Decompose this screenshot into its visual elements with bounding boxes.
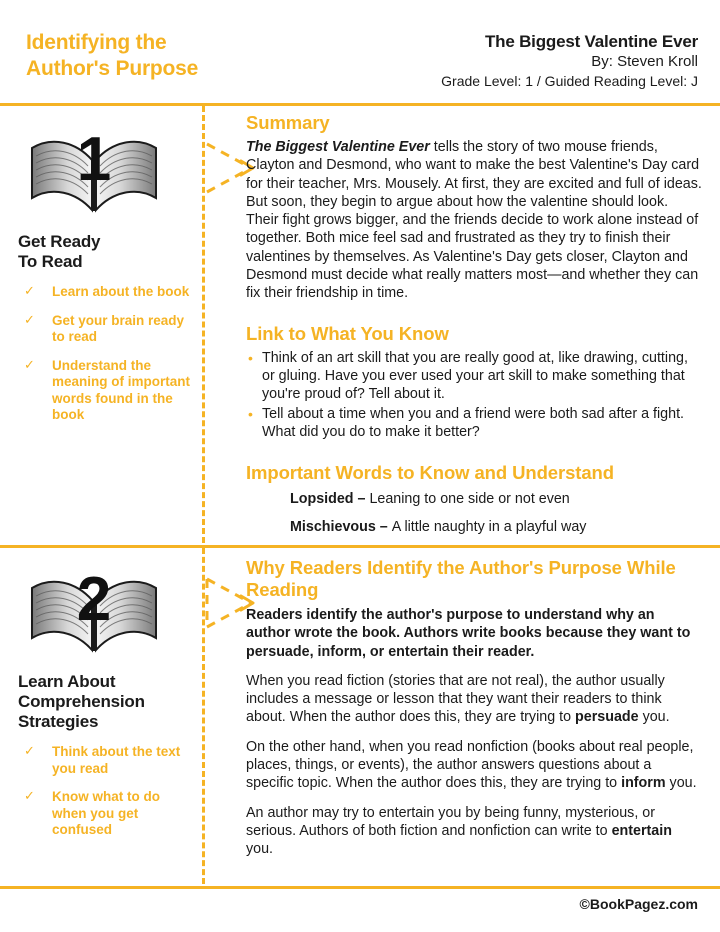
section2-heading-line3: Strategies (18, 712, 99, 731)
check-icon: ✓ (24, 311, 35, 327)
strategy-paragraph-inform (246, 738, 702, 793)
paragraph-text-b: you. (638, 709, 670, 726)
section2-vertical-dashed-divider (202, 548, 205, 884)
strategy-lead-paragraph: Readers identify the author's purpose to understand why an author wrote the book. Authors write books because they want to persuade, inform, or entertain their reader. (246, 607, 691, 660)
section1-content (246, 112, 702, 547)
link-title: Link to What You Know (246, 322, 449, 344)
section2-sidebar (0, 552, 200, 855)
summary-paragraph (246, 138, 702, 303)
checklist-item-label: Understand the meaning of important words found in the book (52, 357, 190, 422)
strategy-title: Why Readers Identify the Author's Purpose While Reading (246, 557, 676, 600)
book-info-block (258, 31, 698, 91)
section1-sidebar (0, 112, 200, 440)
open-book-icon (24, 558, 164, 662)
checklist-item-label: Think about the text you read (52, 744, 181, 776)
check-icon: ✓ (24, 788, 35, 803)
page-header (0, 0, 720, 104)
section2-heading (18, 672, 192, 732)
checklist-item-label: Know what to do when you get confused (52, 789, 160, 837)
book-author: By: Steven Kroll (591, 53, 698, 70)
checklist-item-label: Get your brain ready to read (52, 312, 185, 344)
section1-checklist (18, 284, 192, 424)
vocabulary-list (246, 490, 702, 537)
vocab-dash: – (375, 519, 392, 536)
section2-heading-line2: Comprehension (18, 692, 145, 711)
header-divider-rule (0, 103, 720, 106)
list-item (246, 405, 702, 442)
section2-checklist (18, 744, 192, 839)
link-bullet-text: Tell about a time when you and a friend were both sad after a fight. What did you do to make it better? (262, 405, 685, 440)
copyright-text: ©BookPagez.com (579, 896, 698, 912)
keyword-persuade: persuade (575, 709, 639, 726)
vocab-word: Mischievous (290, 519, 376, 536)
checklist-item (18, 789, 192, 839)
summary-body: tells the story of two mouse friends, Clayton and Desmond, who want to make the best Valentine's Day card for their teacher, Mrs. Mousely. At first, they are excited and full of ideas. But soon, they begin to argue about how the valentine should look. Their fight grows bigger, and the friends decide to work alone instead of together. Both mice feel sad and frustrated as they try to finish their valentines by themselves. As Valentine's Day gets closer, Clayton and Desmond must decide what really matters most—and whether they can fix their friendship in time. (246, 139, 702, 302)
section2-content (246, 557, 702, 859)
vocab-definition: A little naughty in a playful way (391, 519, 587, 536)
keyword-inform: inform (621, 775, 666, 792)
section1-heading-line2: To Read (18, 252, 83, 271)
link-bullet-list (246, 349, 702, 441)
check-icon: ✓ (24, 356, 35, 372)
checklist-item (18, 313, 192, 346)
page-footer (0, 896, 720, 914)
bullet-icon: • (248, 405, 253, 422)
book-title: The Biggest Valentine Ever (484, 32, 698, 51)
worksheet-title-line2: Author's Purpose (26, 57, 199, 80)
section1-heading-line1: Get Ready (18, 232, 101, 251)
section1-vertical-dashed-divider (202, 106, 205, 543)
section2-heading-line1: Learn About (18, 672, 116, 691)
vocab-dash: – (353, 491, 370, 508)
list-item (290, 518, 702, 536)
step-number-1: 1 (76, 125, 112, 194)
checklist-item (18, 744, 192, 777)
footer-divider-rule (0, 886, 720, 889)
checklist-item-label: Learn about the book (52, 284, 190, 299)
checklist-item (18, 358, 192, 424)
strategy-paragraph-entertain (246, 804, 702, 859)
checklist-item (18, 284, 192, 301)
worksheet-title-line1: Identifying the (26, 31, 167, 54)
link-bullet-text: Think of an art skill that you are really good at, like drawing, cutting, or gluing. Have you ever used your art skill to make something that you're proud of? Tell about it. (262, 349, 688, 403)
paragraph-text-a: When you read fiction (stories that are not real), the author usually includes a message or lesson that they want their readers to think about. When the author does this, they are trying to (246, 672, 665, 726)
open-book-icon (24, 118, 164, 222)
summary-title: Summary (246, 112, 330, 133)
vocabulary-title: Important Words to Know and Understand (246, 462, 614, 484)
bullet-icon: • (248, 349, 253, 366)
vocab-definition: Leaning to one side or not even (369, 491, 570, 508)
paragraph-text-a: An author may try to entertain you by being funny, mysterious, or serious. Authors of both fiction and nonfiction can write to (246, 804, 655, 839)
paragraph-text-b: you. (665, 775, 697, 792)
list-item (246, 349, 702, 404)
strategy-paragraph-persuade (246, 672, 702, 727)
check-icon: ✓ (24, 283, 35, 298)
list-item (290, 490, 702, 508)
keyword-entertain: entertain (611, 822, 672, 839)
paragraph-text-b: you. (246, 841, 274, 858)
vocab-word: Lopsided (290, 491, 354, 508)
section1-heading (18, 232, 192, 272)
check-icon: ✓ (24, 743, 35, 758)
paragraph-text-a: On the other hand, when you read nonfiction (books about real people, places, things, or events), the author answers questions about a specific topic. When the author does this, they are trying to (246, 738, 694, 792)
summary-book-title: The Biggest Valentine Ever (246, 139, 430, 155)
book-reading-level: Grade Level: 1 / Guided Reading Level: J (441, 73, 698, 89)
step-number-2: 2 (76, 565, 112, 634)
